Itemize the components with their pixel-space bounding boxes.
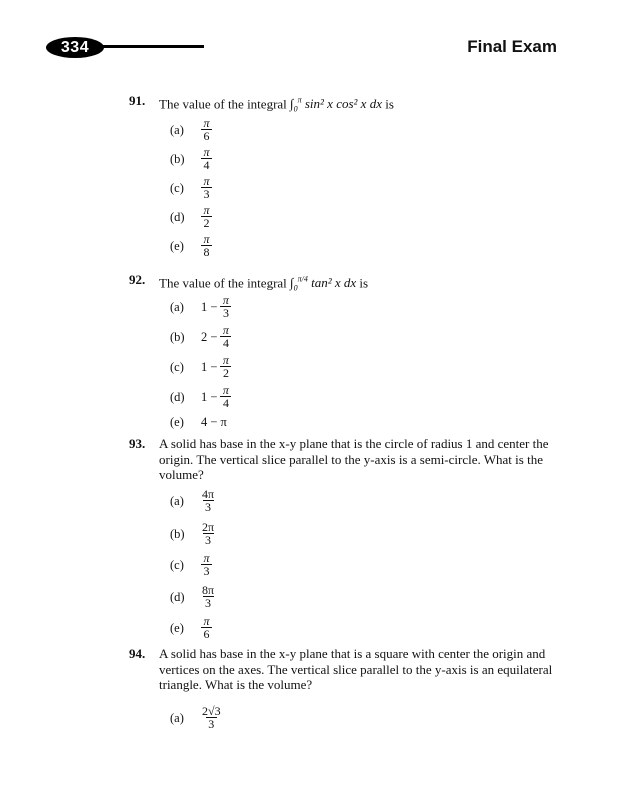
- option-label: (d): [170, 590, 185, 604]
- question-number: 94.: [129, 646, 146, 661]
- option-prefix: 2 −: [201, 329, 218, 344]
- fraction-denominator: 3: [206, 717, 217, 730]
- fraction-denominator: 3: [220, 306, 231, 319]
- option-93d: [170, 582, 470, 612]
- option-label: (a): [170, 494, 184, 508]
- fraction-denominator: 3: [203, 596, 214, 609]
- option-label: (c): [170, 360, 184, 374]
- question-number: 91.: [129, 93, 146, 108]
- option-92e: [170, 407, 470, 437]
- option-93c: [170, 550, 470, 580]
- option-91a: [170, 115, 470, 145]
- fraction-numerator: π: [203, 614, 210, 628]
- question-text: [159, 93, 559, 117]
- option-label: (c): [170, 181, 184, 195]
- fraction-numerator: 4π: [202, 487, 215, 501]
- fraction-denominator: 3: [201, 564, 212, 577]
- fraction-numerator: π: [203, 551, 210, 565]
- question-intro: The value of the integral: [159, 96, 287, 112]
- question-intro: The value of the integral: [159, 275, 287, 291]
- fraction-numerator: π: [203, 145, 210, 159]
- option-94a: [170, 703, 470, 733]
- option-92a: [170, 292, 470, 322]
- integral-upper-limit: π/4: [297, 275, 308, 284]
- fraction-denominator: 3: [203, 500, 214, 513]
- fraction-denominator: 4: [201, 158, 212, 171]
- option-93e: [170, 613, 470, 643]
- integral-upper-limit: π: [297, 96, 302, 105]
- fraction-numerator: 2π: [202, 520, 215, 534]
- fraction-numerator: π: [222, 323, 229, 337]
- fraction-numerator: π: [203, 232, 210, 246]
- fraction-numerator: π: [222, 353, 229, 367]
- page-number-badge: 334: [46, 37, 104, 58]
- integral-lower-limit: 0: [293, 283, 298, 293]
- option-label: (e): [170, 239, 184, 253]
- integrand: sin² x cos² x dx: [304, 96, 382, 112]
- question-number: 93.: [129, 436, 146, 451]
- option-91e: [170, 231, 470, 261]
- header-title: Final Exam: [467, 37, 557, 56]
- integral-lower-limit: 0: [293, 104, 298, 114]
- option-93b: [170, 519, 470, 549]
- integral-expression: $\int_0^{\pi/4}$ tan² x dx: [290, 275, 357, 293]
- option-label: (a): [170, 123, 184, 137]
- option-label: (a): [170, 711, 184, 725]
- fraction-numerator: π: [203, 203, 210, 217]
- fraction-denominator: 8: [201, 245, 212, 258]
- option-label: (b): [170, 330, 185, 344]
- option-prefix: 1 −: [201, 359, 218, 374]
- fraction-denominator: 3: [201, 187, 212, 200]
- fraction-numerator: 2√3: [202, 704, 221, 718]
- option-93a: [170, 486, 470, 516]
- header-rule: [100, 45, 204, 48]
- fraction-denominator: 4: [220, 396, 231, 409]
- option-label: (d): [170, 390, 185, 404]
- option-92c: [170, 352, 470, 382]
- option-label: (e): [170, 621, 184, 635]
- fraction-denominator: 6: [201, 129, 212, 142]
- fraction-denominator: 2: [201, 216, 212, 229]
- integral-expression: $\int_0^\pi$ sin² x cos² x dx: [290, 96, 382, 114]
- option-91b: [170, 144, 470, 174]
- question-text: A solid has base in the x-y plane that is the circle of radius 1 and center the origin. The vertical slice parallel to the y-axis is a semi-circle. What is the volume?: [159, 436, 549, 482]
- fraction-denominator: 2: [220, 366, 231, 379]
- option-value: 4 − π: [201, 414, 227, 429]
- option-91c: [170, 173, 470, 203]
- fraction-numerator: π: [222, 293, 229, 307]
- option-label: (e): [170, 415, 184, 429]
- fraction-numerator: 8π: [202, 583, 215, 597]
- fraction-numerator: π: [222, 383, 229, 397]
- option-prefix: 1 −: [201, 389, 218, 404]
- option-label: (d): [170, 210, 185, 224]
- option-label: (c): [170, 558, 184, 572]
- question-text: A solid has base in the x-y plane that is a square with center the origin and vertices on the axes. The vertical slice parallel to the y-axis is an equilateral triangle. What is the volume?: [159, 646, 553, 692]
- question-number: 92.: [129, 272, 146, 287]
- page-header: [0, 0, 620, 70]
- fraction-denominator: 3: [203, 533, 214, 546]
- integrand: tan² x dx: [311, 275, 357, 291]
- fraction-numerator: π: [203, 174, 210, 188]
- fraction-denominator: 6: [201, 627, 212, 640]
- option-prefix: 1 −: [201, 299, 218, 314]
- fraction-numerator: π: [203, 116, 210, 130]
- option-label: (b): [170, 527, 185, 541]
- option-label: (b): [170, 152, 185, 166]
- question-outro: is: [385, 96, 394, 112]
- option-label: (a): [170, 300, 184, 314]
- fraction-denominator: 4: [220, 336, 231, 349]
- question-outro: is: [359, 275, 369, 291]
- option-91d: [170, 202, 470, 232]
- option-92b: [170, 322, 470, 352]
